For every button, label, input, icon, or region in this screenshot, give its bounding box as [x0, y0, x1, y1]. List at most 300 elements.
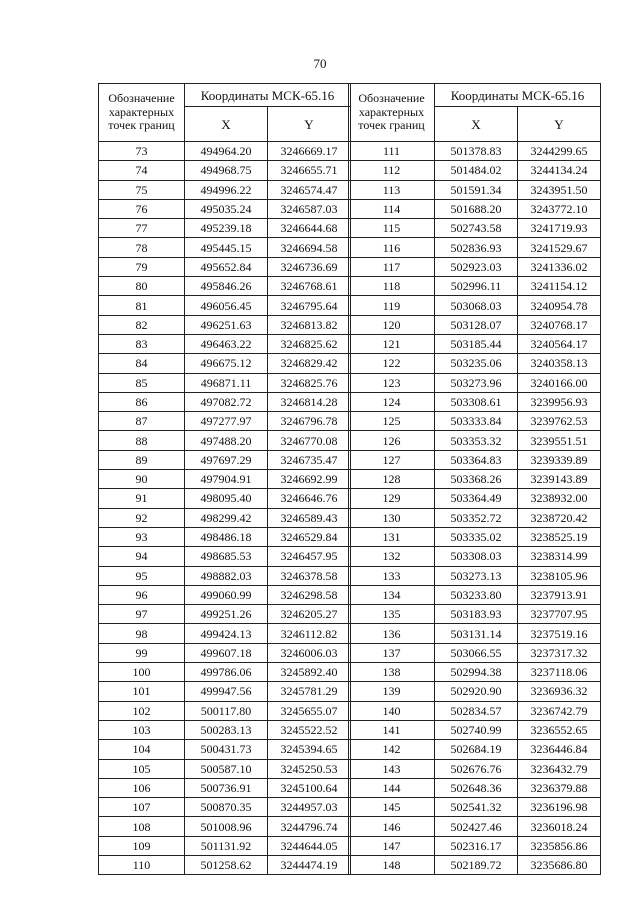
y-coordinate-cell: 3244134.24 [518, 161, 601, 180]
point-number-cell: 96 [99, 585, 185, 604]
y-coordinate-cell: 3235856.86 [518, 836, 601, 855]
x-coordinate-cell: 503233.80 [435, 585, 518, 604]
x-coordinate-cell: 501688.20 [435, 199, 518, 218]
table-row [349, 470, 601, 489]
table-row [99, 605, 351, 624]
x-coordinate-cell: 503308.03 [435, 547, 518, 566]
table-row [349, 527, 601, 546]
table-row [99, 759, 351, 778]
y-coordinate-cell: 3246813.82 [268, 315, 351, 334]
y-coordinate-cell: 3238720.42 [518, 508, 601, 527]
x-coordinate-cell: 495445.15 [185, 238, 268, 257]
x-coordinate-cell: 499607.18 [185, 643, 268, 662]
header-point-line-1: Обозначение [108, 91, 175, 106]
y-coordinate-cell: 3246205.27 [268, 605, 351, 624]
y-coordinate-cell: 3237118.06 [518, 663, 601, 682]
point-number-cell: 129 [349, 489, 435, 508]
point-number-cell: 99 [99, 643, 185, 662]
table-row [99, 585, 351, 604]
x-coordinate-cell: 502994.38 [435, 663, 518, 682]
point-number-cell: 141 [349, 720, 435, 739]
x-coordinate-cell: 498095.40 [185, 489, 268, 508]
x-coordinate-cell: 499060.99 [185, 585, 268, 604]
y-coordinate-cell: 3236018.24 [518, 817, 601, 836]
table-row [99, 142, 351, 161]
point-number-cell: 147 [349, 836, 435, 855]
x-coordinate-cell: 494968.75 [185, 161, 268, 180]
y-coordinate-cell: 3238105.96 [518, 566, 601, 585]
x-coordinate-cell: 501008.96 [185, 817, 268, 836]
x-coordinate-cell: 502996.11 [435, 277, 518, 296]
y-coordinate-cell: 3246825.76 [268, 373, 351, 392]
x-coordinate-cell: 503273.96 [435, 373, 518, 392]
y-coordinate-cell: 3246692.99 [268, 470, 351, 489]
point-number-cell: 126 [349, 431, 435, 450]
y-coordinate-cell: 3240768.17 [518, 315, 601, 334]
table-row [99, 855, 351, 874]
point-number-cell: 90 [99, 470, 185, 489]
header-point-designation [99, 84, 185, 142]
x-coordinate-cell: 502743.58 [435, 219, 518, 238]
y-coordinate-cell: 3245250.53 [268, 759, 351, 778]
point-number-cell: 114 [349, 199, 435, 218]
point-number-cell: 145 [349, 798, 435, 817]
coordinates-table-left [98, 83, 351, 875]
point-number-cell: 139 [349, 682, 435, 701]
table-row [349, 354, 601, 373]
x-coordinate-cell: 500870.35 [185, 798, 268, 817]
y-coordinate-cell: 3237317.32 [518, 643, 601, 662]
point-number-cell: 77 [99, 219, 185, 238]
point-number-cell: 122 [349, 354, 435, 373]
table-row [99, 373, 351, 392]
table-row [349, 199, 601, 218]
table-row [99, 624, 351, 643]
point-number-cell: 119 [349, 296, 435, 315]
y-coordinate-cell: 3243951.50 [518, 180, 601, 199]
table-row [99, 508, 351, 527]
y-coordinate-cell: 3244796.74 [268, 817, 351, 836]
header-point-line-2: характерных [108, 104, 175, 119]
y-coordinate-cell: 3246457.95 [268, 547, 351, 566]
y-coordinate-cell: 3246770.08 [268, 431, 351, 450]
table-row [99, 354, 351, 373]
y-coordinate-cell: 3245100.64 [268, 778, 351, 797]
point-number-cell: 107 [99, 798, 185, 817]
x-coordinate-cell: 498486.18 [185, 527, 268, 546]
y-coordinate-cell: 3245892.40 [268, 663, 351, 682]
x-coordinate-cell: 494996.22 [185, 180, 268, 199]
point-number-cell: 109 [99, 836, 185, 855]
table-row [349, 701, 601, 720]
table-row [99, 778, 351, 797]
table-row [349, 142, 601, 161]
x-coordinate-cell: 495846.26 [185, 277, 268, 296]
point-number-cell: 121 [349, 334, 435, 353]
point-number-cell: 130 [349, 508, 435, 527]
point-number-cell: 86 [99, 392, 185, 411]
point-number-cell: 100 [99, 663, 185, 682]
point-number-cell: 106 [99, 778, 185, 797]
x-coordinate-cell: 502648.36 [435, 778, 518, 797]
table-row [349, 489, 601, 508]
x-coordinate-cell: 496056.45 [185, 296, 268, 315]
point-number-cell: 135 [349, 605, 435, 624]
table-row [99, 836, 351, 855]
table-row [349, 682, 601, 701]
table-row [99, 701, 351, 720]
point-number-cell: 110 [99, 855, 185, 874]
x-coordinate-cell: 502740.99 [435, 720, 518, 739]
point-number-cell: 88 [99, 431, 185, 450]
table-row [99, 277, 351, 296]
x-coordinate-cell: 502189.72 [435, 855, 518, 874]
x-coordinate-cell: 502541.32 [435, 798, 518, 817]
y-coordinate-cell: 3244644.05 [268, 836, 351, 855]
y-coordinate-cell: 3237519.16 [518, 624, 601, 643]
point-number-cell: 137 [349, 643, 435, 662]
point-number-cell: 73 [99, 142, 185, 161]
table-row [99, 740, 351, 759]
x-coordinate-cell: 503352.72 [435, 508, 518, 527]
x-coordinate-cell: 503128.07 [435, 315, 518, 334]
x-coordinate-cell: 503364.49 [435, 489, 518, 508]
point-number-cell: 116 [349, 238, 435, 257]
point-number-cell: 123 [349, 373, 435, 392]
y-coordinate-cell: 3241529.67 [518, 238, 601, 257]
point-number-cell: 91 [99, 489, 185, 508]
point-number-cell: 148 [349, 855, 435, 874]
y-coordinate-cell: 3246796.78 [268, 412, 351, 431]
point-number-cell: 95 [99, 566, 185, 585]
header-point-line-1: Обозначение [358, 91, 425, 106]
point-number-cell: 131 [349, 527, 435, 546]
table-row [349, 643, 601, 662]
y-coordinate-cell: 3246829.42 [268, 354, 351, 373]
table-row [349, 624, 601, 643]
point-number-cell: 136 [349, 624, 435, 643]
table-row [99, 238, 351, 257]
point-number-cell: 143 [349, 759, 435, 778]
header-coord-system: Координаты МСК-65.16 [435, 84, 601, 107]
table-row [349, 740, 601, 759]
point-number-cell: 103 [99, 720, 185, 739]
table-row [349, 547, 601, 566]
table-row [349, 605, 601, 624]
point-number-cell: 120 [349, 315, 435, 334]
y-coordinate-cell: 3240954.78 [518, 296, 601, 315]
x-coordinate-cell: 503235.06 [435, 354, 518, 373]
y-coordinate-cell: 3246669.17 [268, 142, 351, 161]
point-number-cell: 79 [99, 257, 185, 276]
x-coordinate-cell: 496871.11 [185, 373, 268, 392]
table-row [99, 663, 351, 682]
header-point-line-3: точек границ [358, 118, 425, 133]
y-coordinate-cell: 3239143.89 [518, 470, 601, 489]
point-number-cell: 111 [349, 142, 435, 161]
table-row [349, 798, 601, 817]
x-coordinate-cell: 501131.92 [185, 836, 268, 855]
y-coordinate-cell: 3236379.88 [518, 778, 601, 797]
x-coordinate-cell: 501378.83 [435, 142, 518, 161]
point-number-cell: 82 [99, 315, 185, 334]
table-row [99, 392, 351, 411]
y-coordinate-cell: 3239551.51 [518, 431, 601, 450]
y-coordinate-cell: 3240358.13 [518, 354, 601, 373]
y-coordinate-cell: 3236552.65 [518, 720, 601, 739]
y-coordinate-cell: 3245655.07 [268, 701, 351, 720]
point-number-cell: 104 [99, 740, 185, 759]
point-number-cell: 98 [99, 624, 185, 643]
table-row [349, 296, 601, 315]
x-coordinate-cell: 502923.03 [435, 257, 518, 276]
x-coordinate-cell: 499786.06 [185, 663, 268, 682]
x-coordinate-cell: 503131.14 [435, 624, 518, 643]
x-coordinate-cell: 502834.57 [435, 701, 518, 720]
y-coordinate-cell: 3246814.28 [268, 392, 351, 411]
y-coordinate-cell: 3240564.17 [518, 334, 601, 353]
point-number-cell: 97 [99, 605, 185, 624]
point-number-cell: 138 [349, 663, 435, 682]
table-row [349, 373, 601, 392]
table-row [99, 720, 351, 739]
header-x: X [435, 107, 518, 142]
x-coordinate-cell: 497082.72 [185, 392, 268, 411]
point-number-cell: 118 [349, 277, 435, 296]
y-coordinate-cell: 3246574.47 [268, 180, 351, 199]
y-coordinate-cell: 3235686.80 [518, 855, 601, 874]
y-coordinate-cell: 3238314.99 [518, 547, 601, 566]
y-coordinate-cell: 3237913.91 [518, 585, 601, 604]
table-row [349, 180, 601, 199]
y-coordinate-cell: 3245394.65 [268, 740, 351, 759]
point-number-cell: 113 [349, 180, 435, 199]
table-row [349, 161, 601, 180]
y-coordinate-cell: 3236742.79 [518, 701, 601, 720]
table-row [99, 219, 351, 238]
x-coordinate-cell: 496675.12 [185, 354, 268, 373]
point-number-cell: 84 [99, 354, 185, 373]
x-coordinate-cell: 499424.13 [185, 624, 268, 643]
y-coordinate-cell: 3236446.84 [518, 740, 601, 759]
table-row [99, 412, 351, 431]
x-coordinate-cell: 502836.93 [435, 238, 518, 257]
y-coordinate-cell: 3246006.03 [268, 643, 351, 662]
point-number-cell: 83 [99, 334, 185, 353]
x-coordinate-cell: 502684.19 [435, 740, 518, 759]
point-number-cell: 132 [349, 547, 435, 566]
table-row [349, 720, 601, 739]
header-coord-system: Координаты МСК-65.16 [185, 84, 351, 107]
table-row [99, 161, 351, 180]
y-coordinate-cell: 3243772.10 [518, 199, 601, 218]
table-row [349, 585, 601, 604]
y-coordinate-cell: 3245781.29 [268, 682, 351, 701]
y-coordinate-cell: 3246529.84 [268, 527, 351, 546]
x-coordinate-cell: 500117.80 [185, 701, 268, 720]
point-number-cell: 124 [349, 392, 435, 411]
point-number-cell: 76 [99, 199, 185, 218]
point-number-cell: 80 [99, 277, 185, 296]
table-row [99, 566, 351, 585]
point-number-cell: 142 [349, 740, 435, 759]
table-row [349, 836, 601, 855]
point-number-cell: 105 [99, 759, 185, 778]
point-number-cell: 125 [349, 412, 435, 431]
x-coordinate-cell: 496251.63 [185, 315, 268, 334]
table-row [99, 180, 351, 199]
table-row [99, 682, 351, 701]
x-coordinate-cell: 496463.22 [185, 334, 268, 353]
point-number-cell: 112 [349, 161, 435, 180]
point-number-cell: 93 [99, 527, 185, 546]
point-number-cell: 87 [99, 412, 185, 431]
y-coordinate-cell: 3246825.62 [268, 334, 351, 353]
table-row [349, 257, 601, 276]
header-point-designation [349, 84, 435, 142]
x-coordinate-cell: 503183.93 [435, 605, 518, 624]
table-row [99, 470, 351, 489]
x-coordinate-cell: 501258.62 [185, 855, 268, 874]
point-number-cell: 92 [99, 508, 185, 527]
point-number-cell: 140 [349, 701, 435, 720]
x-coordinate-cell: 503364.83 [435, 450, 518, 469]
table-row [99, 315, 351, 334]
y-coordinate-cell: 3238525.19 [518, 527, 601, 546]
x-coordinate-cell: 495652.84 [185, 257, 268, 276]
table-row [99, 817, 351, 836]
point-number-cell: 144 [349, 778, 435, 797]
x-coordinate-cell: 497697.29 [185, 450, 268, 469]
table-row [349, 412, 601, 431]
point-number-cell: 94 [99, 547, 185, 566]
x-coordinate-cell: 498882.03 [185, 566, 268, 585]
y-coordinate-cell: 3245522.52 [268, 720, 351, 739]
point-number-cell: 133 [349, 566, 435, 585]
header-y: Y [268, 107, 351, 142]
header-point-line-2: характерных [358, 104, 425, 119]
y-coordinate-cell: 3239956.93 [518, 392, 601, 411]
x-coordinate-cell: 500587.10 [185, 759, 268, 778]
table-row [349, 392, 601, 411]
table-row [349, 817, 601, 836]
y-coordinate-cell: 3246735.47 [268, 450, 351, 469]
x-coordinate-cell: 500283.13 [185, 720, 268, 739]
table-row [349, 855, 601, 874]
table-row [99, 450, 351, 469]
table-row [349, 277, 601, 296]
y-coordinate-cell: 3244957.03 [268, 798, 351, 817]
point-number-cell: 74 [99, 161, 185, 180]
y-coordinate-cell: 3238932.00 [518, 489, 601, 508]
x-coordinate-cell: 502920.90 [435, 682, 518, 701]
x-coordinate-cell: 503353.32 [435, 431, 518, 450]
y-coordinate-cell: 3246298.58 [268, 585, 351, 604]
table-row [349, 508, 601, 527]
x-coordinate-cell: 502316.17 [435, 836, 518, 855]
y-coordinate-cell: 3241154.12 [518, 277, 601, 296]
table-row [99, 431, 351, 450]
y-coordinate-cell: 3246736.69 [268, 257, 351, 276]
x-coordinate-cell: 503308.61 [435, 392, 518, 411]
y-coordinate-cell: 3246587.03 [268, 199, 351, 218]
y-coordinate-cell: 3246378.58 [268, 566, 351, 585]
x-coordinate-cell: 503066.55 [435, 643, 518, 662]
y-coordinate-cell: 3246795.64 [268, 296, 351, 315]
table-row [99, 489, 351, 508]
point-number-cell: 128 [349, 470, 435, 489]
point-number-cell: 101 [99, 682, 185, 701]
table-row [99, 296, 351, 315]
x-coordinate-cell: 497488.20 [185, 431, 268, 450]
y-coordinate-cell: 3240166.00 [518, 373, 601, 392]
x-coordinate-cell: 503185.44 [435, 334, 518, 353]
table-row [349, 219, 601, 238]
y-coordinate-cell: 3239762.53 [518, 412, 601, 431]
point-number-cell: 127 [349, 450, 435, 469]
x-coordinate-cell: 501484.02 [435, 161, 518, 180]
point-number-cell: 108 [99, 817, 185, 836]
point-number-cell: 81 [99, 296, 185, 315]
table-row [349, 315, 601, 334]
y-coordinate-cell: 3236432.79 [518, 759, 601, 778]
x-coordinate-cell: 495035.24 [185, 199, 268, 218]
y-coordinate-cell: 3241336.02 [518, 257, 601, 276]
x-coordinate-cell: 502676.76 [435, 759, 518, 778]
table-row [99, 257, 351, 276]
y-coordinate-cell: 3241719.93 [518, 219, 601, 238]
point-number-cell: 146 [349, 817, 435, 836]
y-coordinate-cell: 3246646.76 [268, 489, 351, 508]
x-coordinate-cell: 503335.02 [435, 527, 518, 546]
x-coordinate-cell: 498299.42 [185, 508, 268, 527]
page-number: 70 [313, 56, 327, 71]
header-y: Y [518, 107, 601, 142]
x-coordinate-cell: 497904.91 [185, 470, 268, 489]
x-coordinate-cell: 503368.26 [435, 470, 518, 489]
point-number-cell: 89 [99, 450, 185, 469]
header-point-line-3: точек границ [108, 118, 175, 133]
y-coordinate-cell: 3244474.19 [268, 855, 351, 874]
x-coordinate-cell: 497277.97 [185, 412, 268, 431]
x-coordinate-cell: 501591.34 [435, 180, 518, 199]
point-number-cell: 115 [349, 219, 435, 238]
x-coordinate-cell: 500431.73 [185, 740, 268, 759]
table-row [99, 798, 351, 817]
x-coordinate-cell: 495239.18 [185, 219, 268, 238]
y-coordinate-cell: 3236936.32 [518, 682, 601, 701]
y-coordinate-cell: 3239339.89 [518, 450, 601, 469]
x-coordinate-cell: 503068.03 [435, 296, 518, 315]
table-row [349, 759, 601, 778]
table-row [99, 334, 351, 353]
y-coordinate-cell: 3236196.98 [518, 798, 601, 817]
y-coordinate-cell: 3246589.43 [268, 508, 351, 527]
x-coordinate-cell: 503273.13 [435, 566, 518, 585]
table-row [349, 566, 601, 585]
y-coordinate-cell: 3246112.82 [268, 624, 351, 643]
table-row [99, 199, 351, 218]
y-coordinate-cell: 3237707.95 [518, 605, 601, 624]
x-coordinate-cell: 502427.46 [435, 817, 518, 836]
table-row [349, 778, 601, 797]
table-row [99, 527, 351, 546]
x-coordinate-cell: 503333.84 [435, 412, 518, 431]
table-row [349, 238, 601, 257]
y-coordinate-cell: 3246655.71 [268, 161, 351, 180]
x-coordinate-cell: 500736.91 [185, 778, 268, 797]
x-coordinate-cell: 499947.56 [185, 682, 268, 701]
